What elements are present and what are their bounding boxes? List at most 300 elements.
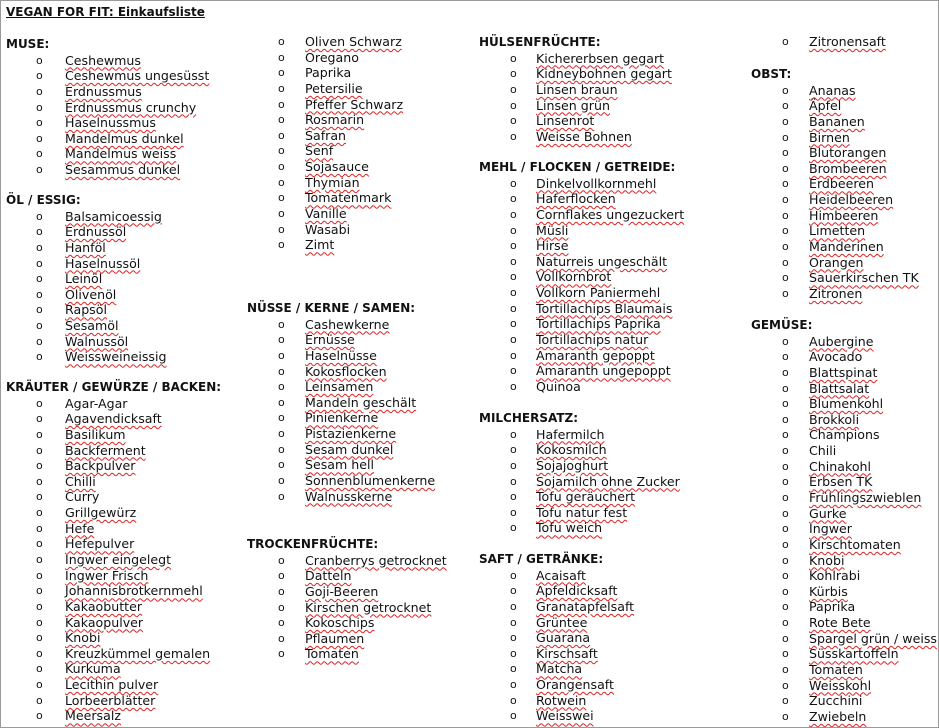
list-item <box>6 68 210 84</box>
item-label: Erdnussmus <box>65 83 142 99</box>
item-label: Hefe <box>65 520 95 536</box>
list-item <box>247 457 415 473</box>
list-item <box>479 301 675 317</box>
item-label: Mandelmus weiss <box>65 146 177 162</box>
section-heading: NÜSSE / KERNE / SAMEN: <box>247 301 416 315</box>
bullet-icon: o <box>278 364 285 378</box>
item-label: Basilikum <box>65 426 126 442</box>
bullet-icon: o <box>782 522 789 536</box>
item-label: Quinoa <box>536 378 581 394</box>
item-label: Oregano <box>305 49 359 65</box>
bullet-icon: o <box>278 333 285 347</box>
list-item <box>6 224 127 240</box>
item-label: Sonnenblumenkerne <box>305 473 436 488</box>
item-label: Petersilie <box>305 80 363 96</box>
list-item <box>6 83 142 100</box>
list-item <box>6 443 221 459</box>
item-label: Ananas <box>809 82 856 98</box>
list-item <box>479 615 603 631</box>
list-item <box>247 599 432 616</box>
bullet-icon: o <box>510 348 517 362</box>
bullet-icon: o <box>510 364 517 378</box>
item-label: Pflaumen <box>305 630 365 646</box>
item-label: Tortillachips Blaumais <box>536 300 673 316</box>
section-heading: KRÄUTER / GEWÜRZE / BACKEN: <box>6 380 222 394</box>
list-item <box>479 646 603 662</box>
bullet-icon: o <box>510 98 517 112</box>
item-label: Kurkuma <box>65 661 121 677</box>
list-item <box>751 285 863 302</box>
item-label: Zimt <box>305 237 335 253</box>
bullet-icon: o <box>782 397 789 411</box>
list-item <box>6 349 167 365</box>
list-item <box>479 176 675 192</box>
list-item <box>6 615 221 631</box>
list-item <box>479 191 675 207</box>
list-item <box>479 504 628 521</box>
bullet-icon: o <box>36 474 43 488</box>
item-label: Zitronensaft <box>809 34 886 49</box>
item-label: Dinkelvollkornmehl <box>536 175 657 191</box>
list-item <box>247 442 415 458</box>
bullet-icon: o <box>278 458 285 472</box>
bullet-icon: o <box>782 459 789 473</box>
list-item <box>479 254 675 270</box>
item-label: Zitronen <box>809 285 863 301</box>
section-heading: HÜLSENFRÜCHTE: <box>479 35 601 49</box>
bullet-icon: o <box>278 647 285 661</box>
list-item <box>479 693 603 709</box>
item-label: Apfeldicksaft <box>536 583 618 599</box>
item-label: Blattspinat <box>809 364 878 380</box>
list-item <box>479 442 607 458</box>
bullet-icon: o <box>36 553 43 566</box>
item-label: Tofu weich <box>536 520 603 536</box>
item-label: Süsskartoffeln <box>809 646 899 662</box>
bullet-icon: o <box>278 97 285 111</box>
bullet-icon: o <box>510 192 517 206</box>
bullet-icon: o <box>36 631 43 645</box>
list-item <box>751 583 848 600</box>
bullet-icon: o <box>510 615 517 629</box>
list-item <box>6 583 221 599</box>
bullet-icon: o <box>782 553 789 567</box>
list-item <box>751 693 863 709</box>
bullet-icon: o <box>36 131 43 145</box>
list-item <box>247 395 415 411</box>
item-label: Weisswei <box>536 708 594 724</box>
list-item <box>751 333 874 350</box>
list-item <box>751 427 880 443</box>
section-heading: TROCKENFRÜCHTE: <box>247 537 379 551</box>
bullet-icon: o <box>510 646 517 660</box>
bullet-icon: o <box>782 444 789 458</box>
bullet-icon: o <box>36 646 43 660</box>
item-label: Vanille <box>305 206 347 222</box>
item-label: Avocado <box>809 349 863 365</box>
item-label: Hirse <box>536 238 569 254</box>
list-item <box>751 254 864 271</box>
item-label: Sesammus dunkel <box>65 162 181 178</box>
list-item <box>479 583 618 599</box>
item-label: Amaranth gepoppt <box>536 347 655 363</box>
list-item <box>479 489 636 505</box>
item-label: Weissweineissig <box>65 349 167 365</box>
item-label: Tortillachips Paprika <box>536 316 661 332</box>
list-item <box>6 162 181 178</box>
item-label: Kokoschips <box>305 615 375 631</box>
bullet-icon: o <box>278 553 285 567</box>
item-label: Sesam dunkel <box>305 441 394 457</box>
bullet-icon: o <box>36 662 43 676</box>
item-label: Kirschtomaten <box>809 536 901 552</box>
bullet-icon: o <box>510 443 517 457</box>
list-item <box>6 255 141 272</box>
list-item <box>479 50 665 67</box>
item-label: Lecithin pulver <box>65 677 159 693</box>
bullet-icon: o <box>782 506 789 520</box>
list-item <box>751 396 884 412</box>
item-list <box>6 208 167 365</box>
item-label: Linsen grün <box>536 97 610 113</box>
item-list <box>247 552 447 662</box>
list-item <box>479 97 610 114</box>
list-item <box>479 332 675 348</box>
item-label: Haferflocken <box>536 191 616 207</box>
bullet-icon: o <box>782 709 789 723</box>
bullet-icon: o <box>510 505 517 519</box>
section-heading: MILCHERSATZ: <box>479 411 579 425</box>
item-label: Grillgewürz <box>65 505 137 521</box>
list-item <box>6 208 162 225</box>
list-item <box>6 489 221 505</box>
item-label: Kreuzkümmel gemalen <box>65 645 211 661</box>
bullet-icon: o <box>510 254 517 268</box>
item-label: Tomaten <box>305 646 359 662</box>
item-list <box>751 82 919 302</box>
item-label: Ingwer Frisch <box>65 567 149 583</box>
item-label: Orangen <box>809 254 864 270</box>
item-label: Senf <box>305 143 334 159</box>
bullet-icon: o <box>278 175 285 189</box>
bullet-icon: o <box>278 395 285 409</box>
item-label: Ingwer eingelegt <box>65 552 172 567</box>
item-list <box>479 426 680 536</box>
item-label: Tomaten <box>809 662 863 678</box>
list-item <box>6 708 221 724</box>
bullet-icon: o <box>278 113 285 127</box>
bullet-icon: o <box>278 474 285 487</box>
bullet-icon: o <box>510 286 517 300</box>
item-label: Linsenrot <box>536 113 595 129</box>
list-item <box>6 396 221 412</box>
item-label: Guarana <box>536 630 591 646</box>
item-label: Kakaobutter <box>65 598 143 614</box>
item-label: Sojajoghurt <box>536 457 609 473</box>
bullet-icon: o <box>510 662 517 676</box>
bullet-icon: o <box>782 537 789 551</box>
item-label: Linsen braun <box>536 81 618 97</box>
list-item <box>479 708 603 724</box>
list-item <box>751 708 867 725</box>
bullet-icon: o <box>782 584 789 598</box>
bullet-icon: o <box>510 82 517 96</box>
item-label: Curry <box>65 489 100 505</box>
item-label: Hefepulver <box>65 536 135 552</box>
bullet-icon: o <box>782 350 789 364</box>
list-item <box>6 536 221 552</box>
item-list <box>6 396 221 724</box>
item-label: Rote Bete <box>809 615 871 631</box>
list-item <box>479 457 609 474</box>
bullet-icon: o <box>36 396 43 410</box>
item-label: Chinakohl <box>809 458 872 474</box>
list-item <box>479 363 675 379</box>
item-list <box>479 175 685 395</box>
list-item <box>479 379 675 395</box>
item-label: Thymian <box>305 174 360 190</box>
bullet-icon: o <box>510 568 517 582</box>
bullet-icon: o <box>782 286 789 300</box>
list-item <box>6 552 221 568</box>
item-label: Kokosmilch <box>536 442 607 458</box>
document-title: VEGAN FOR FIT: Einkaufsliste <box>6 5 205 19</box>
bullet-icon: o <box>782 114 789 128</box>
list-item <box>751 521 852 537</box>
bullet-icon: o <box>36 240 43 254</box>
list-section <box>6 193 167 365</box>
list-item <box>751 160 887 177</box>
item-label: Pfeffer Schwarz <box>305 96 404 112</box>
item-label: Blumenkohl <box>809 396 884 412</box>
item-label: Blutorangen <box>809 145 887 161</box>
item-label: Lorbeerblätter <box>65 692 156 708</box>
bullet-icon: o <box>278 380 285 394</box>
list-item <box>6 677 221 693</box>
item-label: Müsli <box>536 222 569 238</box>
item-list <box>6 52 210 178</box>
list-section <box>247 537 447 662</box>
list-item <box>6 146 177 162</box>
bullet-icon: o <box>278 631 285 645</box>
list-item <box>6 130 184 147</box>
bullet-icon: o <box>278 207 285 221</box>
item-label: Sesamöl <box>65 318 119 334</box>
bullet-icon: o <box>782 35 789 48</box>
list-item <box>479 426 605 443</box>
list-item <box>751 223 866 239</box>
list-item <box>751 349 863 365</box>
item-label: Ingwer <box>809 521 852 537</box>
item-label: Weisskohl <box>809 677 872 693</box>
bullet-icon: o <box>510 521 517 535</box>
item-label: Backpulver <box>65 458 136 474</box>
bullet-icon: o <box>510 427 517 441</box>
list-item <box>247 317 415 333</box>
bullet-icon: o <box>36 287 43 301</box>
item-label: Äpfel <box>809 98 842 114</box>
bullet-icon: o <box>510 223 517 237</box>
bullet-icon: o <box>36 272 43 286</box>
item-label: Vollkorn Paniermehl <box>536 285 661 301</box>
item-label: Hafermilch <box>536 426 605 442</box>
item-label: Gurke <box>809 505 847 521</box>
section-heading: SAFT / GETRÄNKE: <box>479 552 604 566</box>
item-label: Bananen <box>809 113 865 129</box>
item-label: Kohlrabi <box>809 568 861 584</box>
bullet-icon: o <box>782 694 789 708</box>
list-section <box>6 37 210 178</box>
bullet-icon: o <box>278 160 285 174</box>
item-label: Ceshewmus <box>65 52 141 68</box>
section-heading: MUSE: <box>6 37 50 51</box>
bullet-icon: o <box>782 255 789 269</box>
bullet-icon: o <box>510 584 517 598</box>
item-label: Cashewkerne <box>305 316 390 332</box>
item-label: Zucchini <box>809 693 863 709</box>
list-item <box>751 536 901 553</box>
bullet-icon: o <box>510 114 517 128</box>
list-item <box>6 599 221 615</box>
bullet-icon: o <box>36 678 43 692</box>
list-item <box>479 316 675 332</box>
bullet-icon: o <box>36 69 43 83</box>
list-item <box>751 662 863 678</box>
bullet-icon: o <box>510 458 517 472</box>
bullet-icon: o <box>510 176 517 190</box>
item-label: Erdnussöl <box>65 224 127 240</box>
item-label: Olivenöl <box>65 286 117 302</box>
list-item <box>751 113 865 130</box>
list-item <box>751 552 845 569</box>
list-item <box>751 630 937 647</box>
bullet-icon: o <box>36 84 43 98</box>
item-label: Leinöl <box>65 271 103 287</box>
item-label: Agavendicksaft <box>65 411 162 427</box>
list-item <box>6 474 221 490</box>
list-item <box>479 113 601 129</box>
item-label: Heidelbeeren <box>809 192 894 208</box>
bullet-icon: o <box>36 427 43 441</box>
bullet-icon: o <box>278 81 285 95</box>
item-label: Acaisaft <box>536 567 586 583</box>
bullet-icon: o <box>782 193 789 207</box>
item-label: Paprika <box>809 599 856 615</box>
item-label: Wasabi <box>305 221 351 237</box>
section-heading: OBST: <box>751 67 792 81</box>
item-label: Knobi <box>65 630 101 646</box>
item-label: Blattsalat <box>809 380 870 396</box>
list-item <box>479 223 675 239</box>
item-label: Rapsöl <box>65 302 107 318</box>
item-label: Himbeeren <box>809 207 879 223</box>
list-item <box>479 520 603 536</box>
bullet-icon: o <box>510 301 517 315</box>
list-item <box>6 505 221 521</box>
item-label: Agar-Agar <box>65 395 128 411</box>
item-label: Champions <box>809 427 880 443</box>
bullet-icon: o <box>510 379 517 393</box>
item-label: Matcha <box>536 661 583 677</box>
item-label: Chili <box>809 443 837 459</box>
list-item <box>247 615 378 631</box>
list-item <box>247 552 447 569</box>
item-label: Oliven Schwarz <box>305 34 402 49</box>
bullet-icon: o <box>782 161 789 175</box>
list-item <box>751 380 870 397</box>
item-label: Goji-Beeren <box>305 583 379 599</box>
section-heading: ÖL / ESSIG: <box>6 193 81 207</box>
item-label: Limetten <box>809 223 866 239</box>
bullet-icon: o <box>36 709 43 723</box>
bullet-icon: o <box>36 506 43 520</box>
list-item <box>751 599 856 615</box>
item-label: Mandeln geschält <box>305 394 417 410</box>
list-item <box>751 411 860 428</box>
item-label: Pinienkerne <box>305 410 379 426</box>
item-label: Aubergine <box>809 333 874 349</box>
bullet-icon: o <box>510 474 517 488</box>
list-item <box>479 128 632 145</box>
bullet-icon: o <box>510 270 517 284</box>
list-item <box>751 646 899 662</box>
bullet-icon: o <box>36 350 43 364</box>
bullet-icon: o <box>278 442 285 456</box>
section-heading: GEMÜSE: <box>751 318 813 332</box>
list-item <box>751 82 856 99</box>
item-label: Brombeeren <box>809 160 887 176</box>
bullet-icon: o <box>36 584 43 598</box>
item-label: Johannisbrotkernmehl <box>65 583 203 599</box>
list-section <box>479 411 680 536</box>
list-item <box>6 427 221 443</box>
item-label: Ceshewmus ungesüsst <box>65 68 210 84</box>
list-item <box>6 630 221 646</box>
bullet-icon: o <box>782 365 789 379</box>
bullet-icon: o <box>36 599 43 613</box>
item-label: Pistazienkerne <box>305 426 397 442</box>
item-label: Sojamilch ohne Zucker <box>536 473 680 489</box>
item-label: Knobi <box>809 552 845 568</box>
list-item <box>6 411 221 427</box>
list-item <box>751 474 873 490</box>
bullet-icon: o <box>510 317 517 331</box>
bullet-icon: o <box>782 616 789 630</box>
list-item <box>6 318 119 334</box>
list-item <box>247 364 415 380</box>
list-item <box>751 192 894 208</box>
item-label: Erbsen TK <box>809 474 873 490</box>
list-item <box>479 81 618 98</box>
bullet-icon: o <box>36 412 43 426</box>
item-label: Sauerkirschen TK <box>809 270 919 286</box>
item-label: Kokosflocken <box>305 363 387 379</box>
bullet-icon: o <box>36 256 43 270</box>
item-label: Manderinen <box>809 239 884 254</box>
list-item <box>751 490 922 506</box>
bullet-icon: o <box>782 271 789 285</box>
item-label: Walnusskerne <box>305 488 393 504</box>
item-label: Tomatenmark <box>305 190 392 206</box>
bullet-icon: o <box>278 411 285 425</box>
item-label: Cornflakes ungezuckert <box>536 206 685 222</box>
bullet-icon: o <box>278 348 285 362</box>
list-item <box>247 410 415 426</box>
item-label: Tofu natur fest <box>536 504 628 520</box>
item-label: Backferment <box>65 442 146 458</box>
item-list <box>479 50 672 145</box>
bullet-icon: o <box>278 238 285 252</box>
